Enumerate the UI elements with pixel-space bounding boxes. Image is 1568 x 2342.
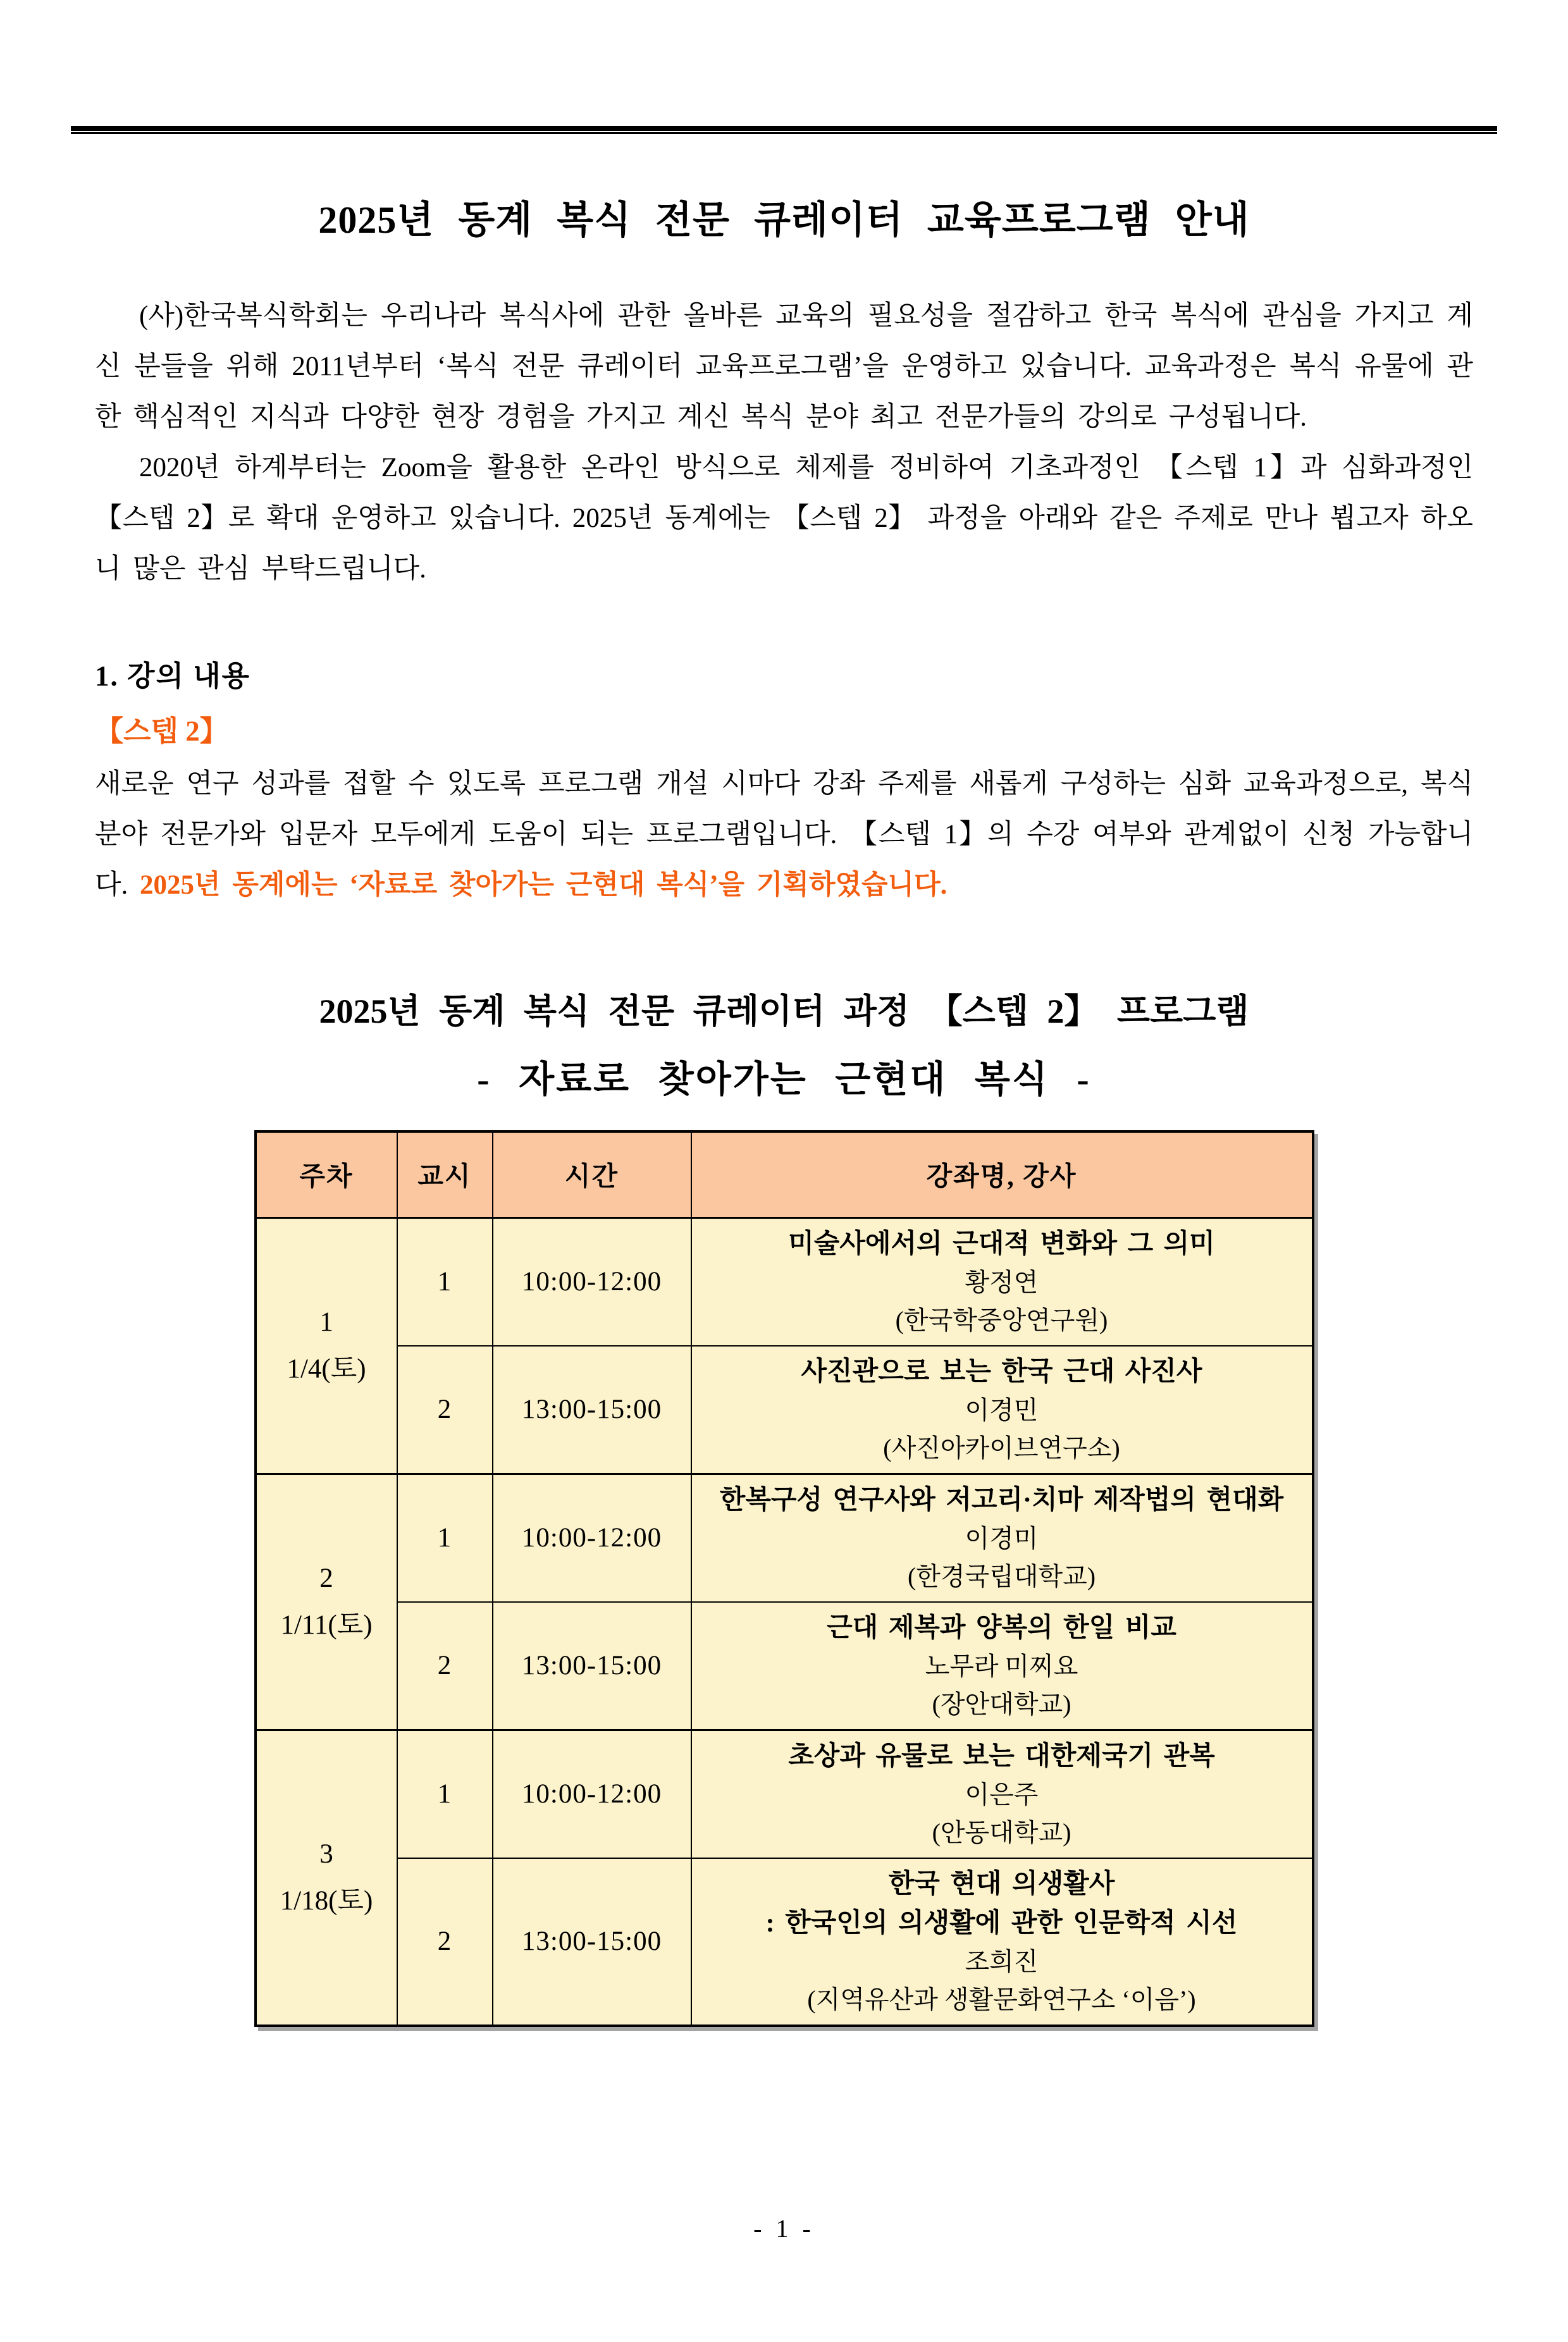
week-cell [256,1474,397,1730]
table-row [256,1474,1313,1602]
column-header-week: 주차 [256,1131,397,1217]
lecture-stack [692,1859,1312,2025]
table-header-row [256,1131,1313,1217]
table-body [256,1217,1313,2026]
lecture-cell [691,1858,1313,2026]
lecture-title: : 한국인의 의생활에 관한 인문학적 시선 [765,1908,1238,1938]
document-body [95,291,1473,2027]
week-cell [256,1730,397,2026]
table-row [256,1602,1313,1730]
lecture-title: 근대 제복과 양복의 한일 비교 [827,1613,1176,1642]
period-cell [397,1346,493,1474]
intro-paragraph-2: 2020년 하계부터는 Zoom을 활용한 온라인 방식으로 체제를 정비하여 기초과정인 【스텝 1】과 심화과정인 【스텝 2】로 확대 운영하고 있습니다. 2025년 동계에는 【스텝 2】 과정을 아래와 같은 주제로 만나 뵙고자 하오니 많은 관심 부탁드립니다. [95,453,1473,584]
period-cell [397,1602,493,1730]
table-row [256,1217,1313,1346]
lecture-title: 사진관으로 보는 한국 근대 사진사 [801,1357,1202,1386]
lecture-cell [691,1602,1313,1730]
program-subtitle: - 자료로 찾아가는 근현대 복식 - [477,1059,1091,1100]
lecture-stack [692,1347,1312,1473]
lecturer-name: 조희진 [965,1947,1039,1976]
week-date: 1/11(토) [280,1610,373,1640]
period-cell [397,1217,493,1346]
lecture-stack [692,1219,1312,1345]
week-number: 2 [319,1563,333,1593]
time-cell [493,1730,691,1858]
time-cell [493,1217,691,1346]
lecture-title: 초상과 유물로 보는 대한제국기 관복 [788,1741,1215,1771]
week-cell-inner [257,1839,397,1916]
lecturer-affiliation: (안동대학교) [932,1818,1071,1847]
program-schedule-table [254,1130,1314,2027]
week-cell [256,1217,397,1474]
lecturer-name: 노무라 미찌요 [925,1651,1078,1680]
page-number: - 1 - [753,2214,815,2243]
lecture-cell [691,1346,1313,1474]
lecture-cell [691,1730,1313,1858]
lecture-title: 한복구성 연구사와 저고리·치마 제작법의 현대화 [719,1485,1284,1515]
section-body-paragraph [95,759,1473,911]
table-row [256,1346,1313,1474]
lecture-cell [691,1474,1313,1602]
lecturer-affiliation: (한경국립대학교) [907,1562,1096,1591]
program-title: 2025년 동계 복식 전문 큐레이터 과정 【스텝 2】 프로그램 [319,992,1249,1030]
time-value: 10:00-12:00 [521,1523,662,1553]
section-body-orange: 2025년 동계에는 ‘자료로 찾아가는 근현대 복식’을 기획하였습니다. [140,870,948,900]
period-value: 1 [437,1779,452,1809]
lecturer-name: 이은주 [965,1780,1039,1809]
document-page [0,126,1568,2342]
section-heading: 1. 강의 내용 [95,660,251,692]
period-cell [397,1474,493,1602]
lecture-cell [691,1217,1313,1346]
period-value: 1 [437,1267,452,1297]
week-cell-inner [257,1307,397,1384]
lecture-stack [692,1475,1312,1601]
time-value: 10:00-12:00 [521,1779,662,1809]
lecturer-affiliation: (지역유산과 생활문화연구소 ‘이음’) [807,1985,1196,2014]
period-cell [397,1858,493,2026]
time-cell [493,1474,691,1602]
period-value: 2 [437,1926,452,1956]
lecture-stack [692,1603,1312,1729]
time-cell [493,1858,691,2026]
week-date: 1/4(토) [287,1353,366,1384]
time-value: 13:00-15:00 [521,1651,662,1680]
column-header-lecture: 강좌명, 강사 [691,1131,1313,1217]
lecturer-affiliation: (한국학중앙연구원) [895,1305,1108,1334]
period-value: 1 [437,1523,452,1553]
lecture-title: 미술사에서의 근대적 변화와 그 의미 [788,1229,1215,1259]
lecturer-name: 이경민 [965,1395,1039,1424]
lecture-title: 한국 현대 의생활사 [888,1869,1115,1899]
time-cell [493,1346,691,1474]
table-row [256,1858,1313,2026]
top-double-rule [71,126,1497,134]
section-body-black: 새로운 연구 성과를 접할 수 있도록 프로그램 개설 시마다 강좌 주제를 새롭게 구성하는 심화 교육과정으로, 복식 분야 전문가와 입문자 모두에게 도움이 되는 프로그램입니다. 【스텝 1】의 수강 여부와 관계없이 신청 가능합니다. [95,769,1473,900]
table-row [256,1730,1313,1858]
time-value: 10:00-12:00 [521,1267,662,1297]
period-value: 2 [437,1651,452,1680]
lecture-stack [692,1731,1312,1858]
week-number: 3 [319,1839,333,1869]
column-header-time: 시간 [493,1131,691,1217]
column-header-period: 교시 [397,1131,493,1217]
time-value: 13:00-15:00 [521,1395,662,1424]
week-number: 1 [319,1307,333,1337]
lecturer-affiliation: (사진아카이브연구소) [883,1433,1120,1462]
step2-label: 【스텝 2】 [95,715,228,747]
lecturer-affiliation: (장안대학교) [932,1689,1071,1718]
time-value: 13:00-15:00 [521,1926,662,1956]
period-cell [397,1730,493,1858]
page-title: 2025년 동계 복식 전문 큐레이터 교육프로그램 안내 [318,199,1250,241]
intro-paragraph-1: (사)한국복식학회는 우리나라 복식사에 관한 올바른 교육의 필요성을 절감하고 한국 복식에 관심을 가지고 계신 분들을 위해 2011년부터 ‘복식 전문 큐레이터 교육프로그램’을 운영하고 있습니다. 교육과정은 복식 유물에 관한 핵심적인 지식과 다양한 현장 경험을 가지고 계신 복식 분야 최고 전문가들의 강의로 구성됩니다. [95,301,1473,432]
period-value: 2 [437,1395,452,1424]
week-date: 1/18(토) [280,1885,373,1916]
week-cell-inner [257,1563,397,1641]
time-cell [493,1602,691,1730]
lecturer-name: 이경미 [965,1524,1039,1553]
table-header [256,1131,1313,1217]
lecturer-name: 황정연 [965,1267,1039,1297]
